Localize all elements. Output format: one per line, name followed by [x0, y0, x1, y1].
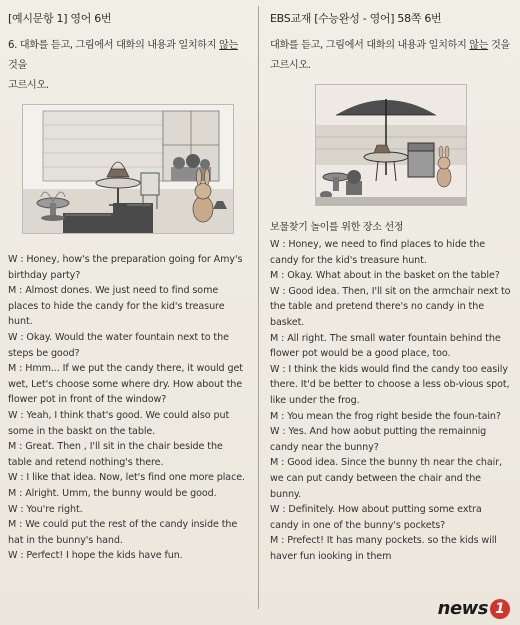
- dialog-line: M : Good idea. Since the bunny th near the chair, we can put candy between the chair and the bunny.: [270, 457, 503, 500]
- logo-word: news: [437, 598, 488, 619]
- dialog-line: M : Almost dones. We just need to find some places to hide the candy for the kid's treasure hunt.: [8, 285, 225, 328]
- dialog-line: M : Hmm... If we put the candy there, it would get wet, Let's choose some where dry. How about the flower pot in front of the window?: [8, 363, 243, 406]
- dialog-line: W : You're right.: [8, 503, 83, 515]
- column-divider: [258, 6, 259, 609]
- dialog-line: W : Yeah, I think that's good. We could also put some in the baskt on the table.: [8, 409, 230, 437]
- right-instruction-underlined: 않는: [469, 40, 489, 51]
- patio-illustration: [316, 85, 466, 205]
- left-instruction-line2: 고르시오.: [8, 80, 49, 91]
- left-dialog: [8, 252, 248, 564]
- dialog-line: M : Okay. What about in the basket on the table?: [270, 270, 500, 282]
- left-column: [0, 0, 256, 625]
- dialog-line: M : Alright. Umm, the bunny would be good.: [8, 487, 217, 499]
- right-instruction-suffix: 것을: [488, 40, 510, 51]
- dialog-line: W : Definitely. How about putting some extra candy in one of the bunny's pockets?: [270, 504, 482, 531]
- right-instruction-line2: 고르시오.: [270, 60, 311, 71]
- dialog-line: W : Good idea. Then, I'll sit on the armchair next to the table and pretend there's no candy in the basket.: [270, 285, 511, 328]
- right-illustration: [315, 84, 467, 206]
- dialog-line: M : Great. Then , I'll sit in the chair beside the table and retend nothing's there.: [8, 441, 223, 468]
- dialog-line: W : I like that idea. Now, let's find one more place.: [8, 472, 245, 484]
- dialog-line: W : Yes. And how aobut putting the remainnig candy near the bunny?: [270, 426, 487, 453]
- right-instruction-text: 대화를 듣고, 그림에서 대화의 내용과 일치하지: [270, 40, 470, 51]
- right-dialog: [270, 237, 512, 564]
- dialog-line: M : We could put the rest of the candy inside the hat in the bunny's hand.: [8, 519, 238, 546]
- dialog-line: M : Prefect! It has many pockets. so the kids will haver fun iooking in them: [270, 535, 497, 562]
- right-column: [262, 0, 520, 625]
- left-instruction: [8, 36, 248, 76]
- logo-badge: 1: [490, 599, 510, 619]
- dialog-line: W : Perfect! I hope the kids have fun.: [8, 550, 183, 562]
- dialog-line: W : Okay. Would the water fountain next to the steps be good?: [8, 331, 229, 359]
- dialog-line: W : Honey, how's the preparation going for Amy's birthday party?: [8, 254, 243, 281]
- left-illustration: [22, 104, 234, 234]
- left-instruction-text: 6. 대화를 듣고, 그림에서 대화의 내용과 일치하지: [8, 40, 220, 51]
- left-instruction-underlined: 않는: [219, 40, 238, 51]
- news1-logo: [438, 598, 510, 619]
- right-subheading: 보물찾기 놀이를 위한 장소 선정: [270, 222, 404, 233]
- right-heading: EBS교재 [수능완성 - 영어] 58쪽 6번: [270, 12, 442, 25]
- dialog-line: W : I think the kids would find the candy too easily there. It'd be better to choose a less ob-vious spot, like under the frog.: [270, 363, 510, 406]
- dialog-line: M : You mean the frog right beside the foun-tain?: [270, 410, 501, 422]
- dialog-line: W : Honey, we need to find places to hide the candy for the kid's treasure hunt.: [270, 239, 485, 266]
- left-instruction-suffix: 것을: [8, 60, 27, 71]
- left-heading: [예시문항 1] 영어 6번: [8, 12, 112, 25]
- right-instruction: [270, 36, 512, 56]
- garden-illustration: [23, 105, 233, 233]
- dialog-line: M : All right. The small water fountain behind the flower pot would be a good place, too.: [270, 332, 501, 360]
